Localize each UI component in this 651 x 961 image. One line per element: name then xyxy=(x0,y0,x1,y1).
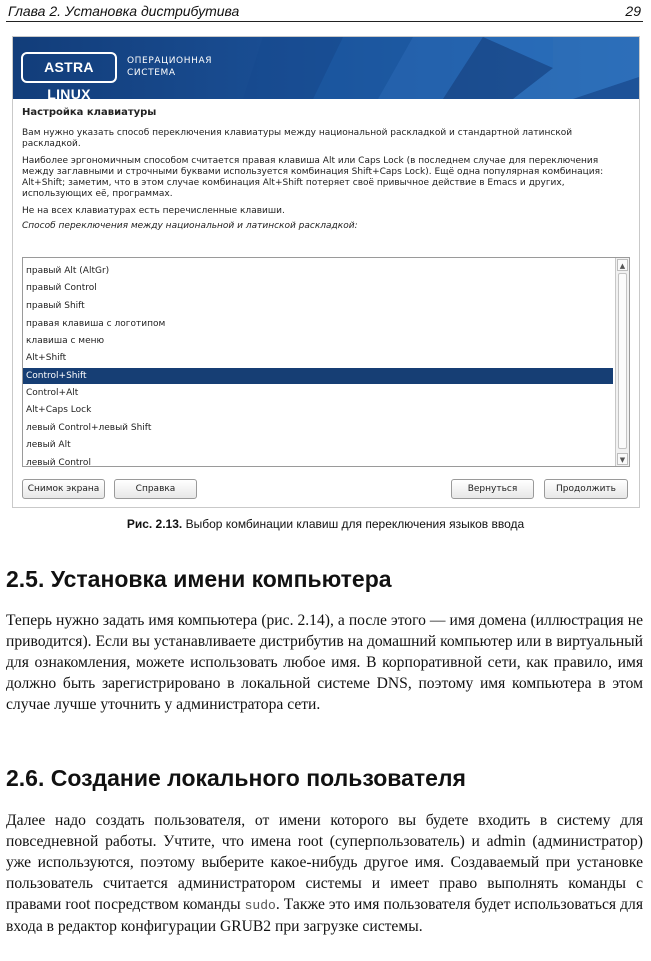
logo-subtitle-line1: ОПЕРАЦИОННАЯ xyxy=(127,56,213,66)
section-2-5-body: Теперь нужно задать имя компьютера (рис. 2.14), а после этого — имя домена (иллюстрация не приводится). Если вы устанавливаете дистрибутив на домашний компьютер или в виртуальный для ознакомления, можете использовать любое имя. В корпоративной сети, как правило, имя должно быть зарегистрировано в локальной системе DNS, поэтому имя компьютера в этом случае лучше уточнить у администратора сети. xyxy=(6,612,643,713)
list-item[interactable]: Control+Alt xyxy=(26,388,79,398)
listbox-scrollbar[interactable] xyxy=(615,258,629,466)
scroll-down-icon[interactable]: ▼ xyxy=(617,453,628,465)
list-item[interactable]: левый Control+левый Shift xyxy=(26,423,152,433)
dialog-advice: Наиболее эргономичным способом считается правая клавиша Alt или Caps Lock (в последнем случае для переключения между заглавными и строчными буквами используется комбинация Shift+Caps Lock). Ещё одна популярная комбинация: Alt+Shift; заметим, что в этом случае комбинация Alt+Shift потеряет своё привычное действие в Emacs и других, использующих её, программах. xyxy=(22,156,604,199)
back-button[interactable]: Вернуться xyxy=(451,479,534,499)
logo-subtitle xyxy=(127,55,212,79)
dialog-content xyxy=(22,107,630,232)
continue-button[interactable]: Продолжить xyxy=(544,479,628,499)
layout-switch-listbox[interactable] xyxy=(22,257,630,467)
list-item[interactable]: правый Control xyxy=(26,283,97,293)
sudo-command: sudo xyxy=(244,898,276,913)
scroll-up-icon[interactable]: ▲ xyxy=(617,259,628,271)
section-2-6-body xyxy=(6,810,643,937)
chapter-title: Глава 2. Установка дистрибутива xyxy=(8,3,240,19)
help-button[interactable]: Справка xyxy=(114,479,197,499)
dialog-title: Настройка клавиатуры xyxy=(22,107,157,118)
page-number: 29 xyxy=(625,3,641,19)
list-item[interactable]: правый Alt (AltGr) xyxy=(26,266,110,276)
section-2-6-body-start: Далее надо создать пользователя, от имени которого вы будете входить в систему для повседневной работы. Учтите, что имена root (суперпользователь) и admin (администратор) уже используются, поэтому выберите какое-нибудь другое имя. Создаваемый при установке пользователь считается администратором системы и имеет право выполнять команды с правами root посредством команды xyxy=(6,812,643,913)
section-2-6-body-end: . Также это имя пользователя будет использоваться для входа в редактор конфигурации GRUB2 при загрузке системы. xyxy=(6,896,643,935)
screenshot-button[interactable]: Снимок экрана xyxy=(22,479,105,499)
caption-text: Выбор комбинации клавиш для переключения языков ввода xyxy=(185,517,525,531)
caption-label: Рис. 2.13. xyxy=(126,517,183,531)
section-heading-2-6: 2.6. Создание локального пользователя xyxy=(6,765,466,791)
figure-caption xyxy=(0,517,651,531)
section-heading-2-5: 2.5. Установка имени компьютера xyxy=(6,566,392,592)
installer-banner xyxy=(13,37,639,99)
dialog-note: Не на всех клавиатурах есть перечисленные клавиши. xyxy=(22,206,285,216)
installer-screenshot xyxy=(12,36,640,508)
astra-linux-logo: ASTRA LINUX xyxy=(21,52,117,83)
list-item[interactable]: левый Alt xyxy=(26,440,71,450)
list-item[interactable]: клавиша с меню xyxy=(26,336,105,346)
running-header xyxy=(6,2,643,22)
dialog-prompt: Способ переключения между национальной и латинской раскладкой: xyxy=(22,221,358,231)
list-item[interactable]: Alt+Shift xyxy=(26,353,67,363)
logo-subtitle-line2: СИСТЕМА xyxy=(127,68,176,78)
list-item[interactable]: Alt+Caps Lock xyxy=(26,405,92,415)
list-item[interactable]: правый Shift xyxy=(26,301,85,311)
list-item[interactable]: левый Control xyxy=(26,458,91,467)
scroll-thumb[interactable] xyxy=(618,273,627,449)
list-item-selected[interactable]: Control+Shift xyxy=(23,368,613,384)
list-item[interactable]: правая клавиша с логотипом xyxy=(26,319,166,329)
dialog-intro: Вам нужно указать способ переключения клавиатуры между национальной раскладкой и стандартной латинской раскладкой. xyxy=(22,128,573,149)
